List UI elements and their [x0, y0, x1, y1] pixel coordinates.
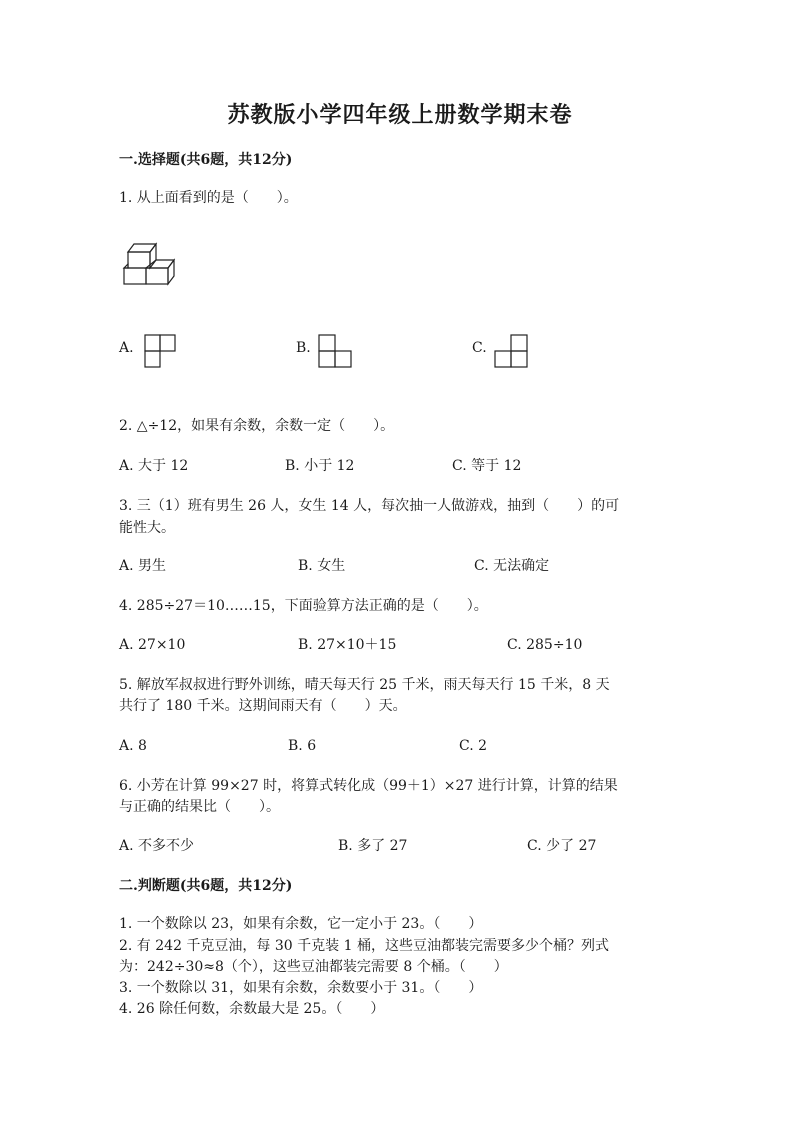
- q6-option-c: C. 少了 27: [527, 838, 597, 854]
- question-4-text: 4. 285÷27＝10……15，下面验算方法正确的是（ ）。: [119, 598, 488, 614]
- q1-option-c-figure: [494, 334, 530, 370]
- question-3-line-2: 能性大。: [119, 520, 175, 536]
- q1-option-b-label: B.: [296, 340, 311, 356]
- question-1-text: 1. 从上面看到的是（ ）。: [119, 190, 298, 206]
- q2-option-b: B. 小于 12: [285, 458, 355, 474]
- question-6-line-1: 6. 小芳在计算 99×27 时，将算式转化成（99＋1）×27 进行计算，计算的结果: [119, 778, 618, 794]
- q2-option-c: C. 等于 12: [452, 458, 522, 474]
- bottom-right-cube-side-face: [168, 260, 174, 284]
- cube-stack-figure: [120, 240, 182, 290]
- bottom-right-cube-front-face: [146, 268, 168, 284]
- question-6-line-2: 与正确的结果比（ ）。: [119, 799, 280, 815]
- judgement-3: 3. 一个数除以 31，如果有余数，余数要小于 31。（ ）: [119, 980, 483, 996]
- q5-option-a: A. 8: [119, 738, 147, 754]
- page-title: 苏教版小学四年级上册数学期末卷: [227, 102, 573, 128]
- q6-option-b: B. 多了 27: [338, 838, 408, 854]
- q1-option-c-label: C.: [472, 340, 487, 356]
- judgement-2-line-2: 为：242÷30≈8（个），这些豆油都装完需要 8 个桶。（ ）: [119, 959, 508, 975]
- q4-option-c: C. 285÷10: [507, 637, 583, 653]
- q4-option-a: A. 27×10: [119, 637, 186, 653]
- q3-option-b: B. 女生: [298, 558, 346, 574]
- q4-option-b: B. 27×10＋15: [298, 637, 397, 653]
- q3-option-a: A. 男生: [119, 558, 167, 574]
- question-3-line-1: 3. 三（1）班有男生 26 人，女生 14 人，每次抽一人做游戏，抽到（ ）的可: [119, 498, 620, 514]
- q5-option-c: C. 2: [459, 738, 488, 754]
- q1-option-b-figure: [318, 334, 354, 370]
- judgement-1: 1. 一个数除以 23，如果有余数，它一定小于 23。（ ）: [119, 916, 483, 932]
- question-2-text: 2. △÷12，如果有余数，余数一定（ ）。: [119, 418, 395, 434]
- q3-option-c: C. 无法确定: [474, 558, 550, 574]
- q5-option-b: B. 6: [288, 738, 317, 754]
- q6-option-a: A. 不多不少: [119, 838, 195, 854]
- question-5-line-2: 共行了 180 千米。这期间雨天有（ ）天。: [119, 698, 407, 714]
- top-cube-top-face: [128, 244, 156, 252]
- q2-option-a: A. 大于 12: [119, 458, 189, 474]
- question-5-line-1: 5. 解放军叔叔进行野外训练，晴天每天行 25 千米，雨天每天行 15 千米，8 天: [119, 677, 610, 693]
- section-heading-choice: 一.选择题(共6题，共12分): [119, 152, 293, 168]
- bottom-left-cube-front-face: [124, 268, 146, 284]
- judgement-2-line-1: 2. 有 242 千克豆油，每 30 千克装 1 桶，这些豆油都装完需要多少个桶？列式: [119, 938, 609, 954]
- section-heading-judgement: 二.判断题(共6题，共12分): [119, 878, 293, 894]
- judgement-4: 4. 26 除任何数，余数最大是 25。（ ）: [119, 1001, 385, 1017]
- bottom-left-cube-top-face: [124, 264, 128, 268]
- q1-option-a-figure: [144, 334, 178, 370]
- q1-option-a-label: A.: [119, 340, 134, 356]
- top-cube-front-face: [128, 252, 150, 268]
